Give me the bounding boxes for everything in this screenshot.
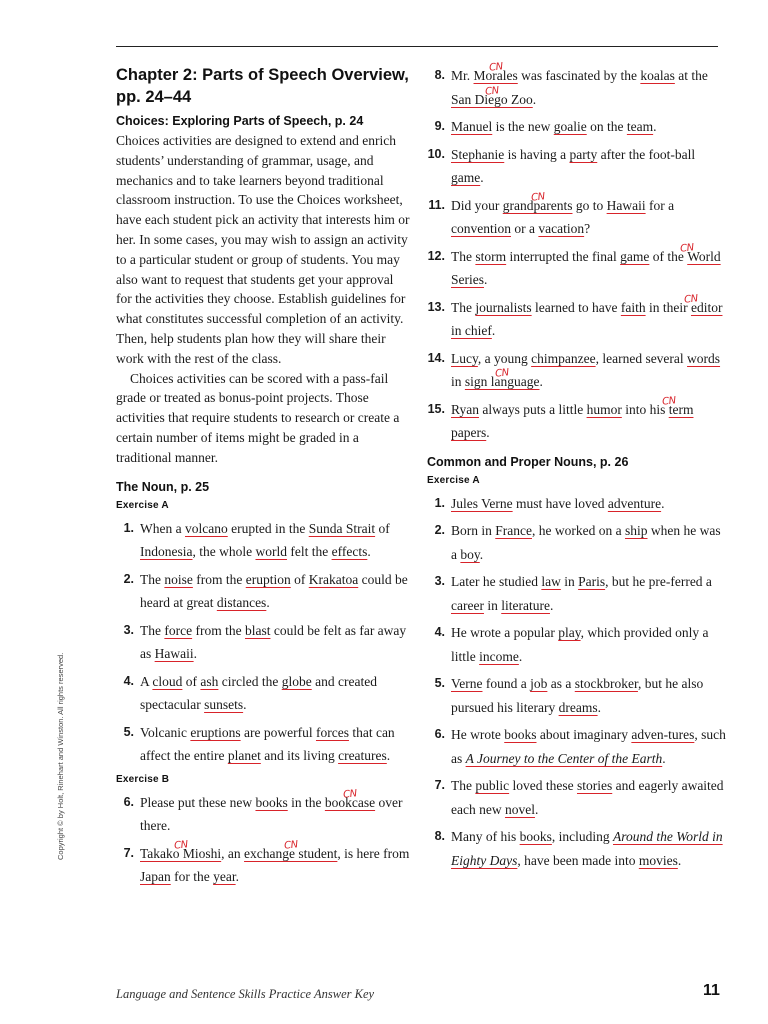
underlined-noun: eruptions — [190, 724, 241, 740]
underlined-noun: Around the World in Eighty Days — [451, 829, 723, 868]
item-text: always puts a little — [478, 401, 587, 417]
item-text: go to — [572, 197, 607, 213]
choices-paragraph-1: Choices activities are designed to extend and enrich students’ understanding of grammar, usage, and mechanics and to take learners beyond traditional classroom instruction. To use the Choices worksheet, have each student pick an activity that interests him or her. In some cases, you may wish to assign an activity to a particular student or group of students. You may also want to request that students get your approval for the activities they choose. Establish guidelines for what constitutes successful completion of an activity. Then, help students plan how they will share their work with the rest of the class. — [116, 133, 410, 366]
left-column — [116, 64, 412, 893]
item-text: when he was a — [451, 523, 721, 562]
list-item — [427, 398, 727, 445]
underlined-noun: income — [479, 648, 519, 664]
item-number: 11. — [428, 197, 445, 212]
list-item — [116, 791, 412, 838]
item-text: and created spectacular — [140, 673, 377, 713]
underlined-noun: blast — [244, 622, 271, 638]
underlined-noun: team — [626, 119, 654, 134]
item-text: . — [532, 91, 537, 107]
item-number: 5. — [434, 676, 445, 690]
underlined-noun: France — [495, 523, 532, 538]
underlined-noun: CN term papers — [451, 402, 693, 441]
item-text: , a young — [477, 350, 532, 366]
underlined-noun: CN World Series — [451, 249, 721, 288]
item-text: in — [451, 374, 465, 389]
item-text: felt the — [286, 544, 332, 560]
item-text: , but he also pursued his literary — [451, 676, 704, 715]
item-text: . — [677, 852, 682, 868]
item-text: . — [243, 697, 247, 713]
underlined-noun: party — [569, 146, 598, 162]
list-item — [427, 723, 727, 770]
noun-heading: The Noun, p. 25 — [116, 479, 210, 494]
item-text: found a — [482, 676, 531, 691]
item-text: on the — [586, 119, 627, 134]
list-item — [427, 143, 727, 190]
list-item — [427, 194, 727, 241]
item-text: , the whole — [192, 544, 256, 560]
choices-heading: Choices: Exploring Parts of Speech, p. 24 — [116, 114, 364, 128]
underlined-noun: dreams — [558, 699, 598, 715]
underlined-noun: CN editor in chief — [451, 300, 722, 339]
underlined-noun: journalists — [475, 299, 532, 315]
underlined-noun: boy — [460, 546, 480, 562]
underlined-noun: Hawaii — [154, 646, 194, 662]
item-number: 10. — [427, 146, 445, 161]
chapter-title: Chapter 2: Parts of Speech Overview, pp. 24–44 — [116, 66, 409, 106]
item-text: from the — [192, 571, 246, 587]
underlined-noun: CN San Diego Zoo — [451, 92, 533, 107]
list-item — [116, 721, 412, 768]
item-text: of — [290, 571, 309, 587]
underlined-noun: play — [558, 625, 581, 640]
item-text: is having a — [504, 146, 570, 162]
item-text: A — [140, 673, 153, 689]
item-text: When a — [140, 520, 185, 536]
underlined-noun: Stephanie — [451, 146, 505, 162]
common-proper-list — [427, 492, 727, 873]
underlined-noun: force — [164, 622, 193, 638]
item-text: . — [549, 597, 554, 613]
list-item — [427, 64, 727, 111]
item-text: , but he pre-ferred a — [605, 574, 712, 589]
underlined-noun: planet — [227, 748, 261, 764]
item-text: is the new — [492, 119, 554, 134]
item-text: could be felt as far away as — [140, 622, 407, 662]
item-text: , an — [221, 845, 245, 861]
underlined-noun: volcano — [184, 520, 228, 536]
item-text: as a — [547, 676, 575, 691]
underlined-noun: Indonesia — [140, 544, 193, 560]
underlined-noun: storm — [475, 248, 507, 264]
underlined-noun: CN grandparents — [503, 198, 573, 213]
item-number: 9. — [434, 119, 445, 133]
item-text: . — [653, 119, 657, 134]
underlined-noun: forces — [315, 724, 349, 740]
item-text: was fascinated by the — [517, 68, 641, 83]
item-number: 6. — [123, 794, 134, 809]
item-text: that can affect the entire — [140, 724, 395, 764]
item-text: . — [235, 869, 239, 885]
item-text: , which provided only a little — [451, 625, 709, 664]
common-proper-heading: Common and Proper Nouns, p. 26 — [427, 454, 629, 469]
item-number: 8. — [434, 68, 445, 82]
noun-exercise-b-list-continued — [427, 64, 727, 445]
underlined-noun: career — [451, 597, 484, 613]
item-text: could be heard at great — [140, 571, 408, 611]
item-text: , he worked on a — [532, 523, 625, 538]
item-text: , is here from — [337, 845, 410, 861]
item-text: He wrote a popular — [451, 625, 559, 640]
item-text: Mr. — [451, 68, 474, 83]
underlined-noun: adventure — [607, 495, 662, 511]
item-number: 12. — [427, 248, 445, 263]
item-number: 2. — [123, 571, 134, 586]
list-item — [427, 774, 727, 821]
item-text: after the foot-ball — [597, 146, 696, 162]
underlined-noun: Hawaii — [606, 197, 646, 213]
item-number: 4. — [434, 625, 445, 639]
page-number: 11 — [703, 982, 720, 999]
item-text: for the — [170, 869, 214, 885]
item-text: The — [140, 622, 165, 638]
underlined-noun: globe — [281, 673, 312, 689]
underlined-noun: Krakatoa — [308, 571, 359, 587]
item-text: The — [451, 778, 476, 793]
underlined-noun: stories — [576, 778, 613, 793]
exercise-b-label: Exercise B — [116, 773, 170, 785]
item-text: from the — [192, 622, 245, 638]
list-item — [427, 672, 727, 719]
underlined-noun: CN bookcase — [325, 795, 375, 810]
item-text: , have been made into — [517, 852, 639, 868]
underlined-noun: game — [451, 170, 481, 185]
underlined-noun: convention — [451, 221, 511, 236]
underlined-noun: sunsets — [204, 697, 244, 713]
underlined-noun: eruption — [245, 571, 291, 587]
underlined-noun: noise — [164, 571, 193, 587]
underlined-noun: Japan — [140, 869, 171, 885]
underlined-noun: ash — [200, 673, 219, 689]
underlined-noun: cloud — [152, 673, 183, 689]
item-text: loved these — [509, 778, 577, 793]
item-text: . — [367, 544, 371, 560]
item-text: Born in — [451, 523, 496, 538]
item-number: 5. — [123, 724, 134, 739]
underlined-noun: A Journey to the Center of the Earth — [465, 750, 663, 766]
item-number: 7. — [123, 845, 134, 860]
list-item — [427, 347, 727, 394]
underlined-noun: year — [213, 869, 236, 885]
item-text: in — [483, 597, 502, 613]
item-number: 3. — [123, 622, 134, 637]
underlined-noun: chimpanzee — [531, 350, 596, 366]
underlined-noun: novel — [504, 801, 535, 817]
item-text: The — [451, 299, 476, 315]
list-item — [427, 570, 727, 617]
underlined-noun: ship — [624, 523, 648, 538]
item-text: . — [662, 750, 666, 766]
item-text: into his — [621, 401, 669, 417]
item-text: . — [480, 170, 484, 185]
item-text: or a — [511, 221, 539, 236]
underlined-noun: Jules Verne — [451, 495, 513, 511]
item-text: . — [491, 323, 496, 338]
underlined-noun: books — [519, 829, 552, 844]
item-text: . — [518, 648, 523, 664]
item-text: of — [182, 673, 201, 689]
item-text: ? — [584, 221, 591, 236]
item-text: and its living — [260, 748, 339, 764]
exercise-a-label: Exercise A — [116, 499, 169, 511]
item-text: in — [560, 574, 579, 589]
item-number: 13. — [427, 299, 445, 314]
item-text: , such as — [451, 727, 726, 766]
item-text: . — [597, 699, 601, 715]
item-text: The — [140, 571, 165, 587]
item-text: of the — [649, 248, 688, 264]
underlined-noun: books — [504, 727, 537, 742]
item-number: 1. — [434, 495, 445, 510]
item-text: . — [534, 801, 539, 817]
noun-exercise-b-list — [116, 791, 412, 889]
item-text: erupted in the — [227, 520, 309, 536]
underlined-noun: koalas — [640, 68, 675, 83]
underlined-noun: Paris — [578, 574, 606, 589]
underlined-noun: faith — [620, 299, 646, 315]
list-item — [116, 619, 412, 666]
item-text: . — [486, 425, 490, 440]
underlined-noun: job — [530, 676, 548, 691]
item-text: learned to have — [531, 299, 621, 315]
item-text: for a — [645, 197, 675, 213]
underlined-noun: literature — [501, 597, 550, 613]
list-item — [116, 842, 412, 889]
underlined-noun: humor — [586, 401, 622, 417]
item-text: over there. — [140, 794, 403, 834]
underlined-noun: stockbroker — [574, 676, 638, 691]
list-item — [427, 296, 727, 343]
item-text: . — [484, 272, 488, 287]
underlined-noun: Manuel — [451, 119, 493, 134]
list-item — [116, 670, 412, 717]
item-text: in their — [645, 299, 691, 315]
underlined-noun: Ryan — [451, 401, 479, 417]
item-number: 7. — [434, 778, 445, 792]
underlined-noun: game — [620, 248, 650, 264]
item-number: 6. — [434, 727, 445, 741]
list-item — [116, 517, 412, 564]
list-item — [427, 519, 727, 566]
item-text: interrupted the final — [506, 248, 621, 264]
exercise-a2-label: Exercise A — [427, 474, 480, 486]
list-item — [116, 568, 412, 615]
underlined-noun: CN exchange student — [244, 846, 337, 861]
item-text: at the — [674, 68, 708, 83]
item-number: 14. — [427, 350, 445, 365]
choices-paragraph-2: Choices activities can be scored with a pass-fail grade or treated as bonus-point projects. Those activities that require students to research or create a certain number of items might be graded in a traditional manner. — [116, 370, 400, 465]
item-text: . — [661, 495, 665, 511]
underlined-noun: world — [255, 544, 287, 560]
underlined-noun: creatures — [338, 748, 387, 764]
footer-title: Language and Sentence Skills Practice Answer Key — [116, 987, 375, 1001]
underlined-noun: CN Takako Mioshi — [140, 846, 221, 861]
item-text: of — [375, 520, 390, 536]
right-column — [427, 64, 727, 876]
item-text: , learned several — [595, 350, 688, 366]
underlined-noun: adven-tures — [631, 727, 695, 742]
underlined-noun: Sunda Strait — [308, 520, 376, 536]
underlined-noun: words — [687, 350, 721, 366]
underlined-noun: goalie — [553, 119, 587, 134]
item-number: 2. — [434, 523, 445, 537]
item-text: He wrote — [451, 727, 505, 742]
item-text: and eagerly awaited each new — [451, 778, 724, 817]
underlined-noun: Verne — [451, 676, 483, 691]
underlined-noun: public — [475, 778, 510, 793]
underlined-noun: Lucy — [451, 350, 478, 366]
item-text: Did your — [451, 197, 503, 213]
underlined-noun: CN Morales — [474, 68, 518, 83]
item-text: . — [386, 748, 391, 764]
item-number: 15. — [427, 401, 445, 416]
list-item — [427, 492, 727, 516]
item-text: . — [479, 546, 484, 562]
list-item — [427, 621, 727, 668]
item-text: about imaginary — [536, 727, 632, 742]
list-item — [427, 245, 727, 292]
underlined-noun: movies — [638, 852, 678, 868]
noun-exercise-a-list — [116, 517, 412, 768]
underlined-noun: books — [255, 794, 288, 810]
underlined-noun: law — [541, 574, 561, 589]
item-text: Please put these new — [140, 794, 256, 810]
item-number: 1. — [123, 520, 134, 535]
item-text: Later he studied — [451, 574, 542, 589]
item-text: The — [451, 248, 476, 264]
copyright-notice: Copyright © by Holt, Rinehart and Winston. All rights reserved. — [56, 652, 65, 860]
item-text: must have loved — [512, 495, 608, 511]
item-text: Many of his — [451, 829, 520, 844]
item-text: circled the — [218, 673, 282, 689]
item-text: Volcanic — [140, 724, 191, 740]
item-number: 3. — [434, 574, 445, 588]
item-text: in the — [287, 794, 325, 810]
underlined-noun: CN sign language — [465, 374, 540, 389]
item-text: , including — [551, 829, 614, 844]
item-text: are powerful — [240, 724, 316, 740]
top-rule — [116, 46, 718, 47]
item-text: . — [193, 646, 197, 662]
list-item — [427, 115, 727, 139]
underlined-noun: effects — [331, 544, 368, 560]
item-number: 4. — [123, 673, 134, 688]
underlined-noun: vacation — [538, 221, 585, 236]
underlined-noun: distances — [216, 595, 267, 611]
list-item — [427, 825, 727, 872]
item-text: . — [539, 374, 543, 389]
item-text: . — [266, 595, 270, 611]
item-number: 8. — [434, 829, 445, 843]
